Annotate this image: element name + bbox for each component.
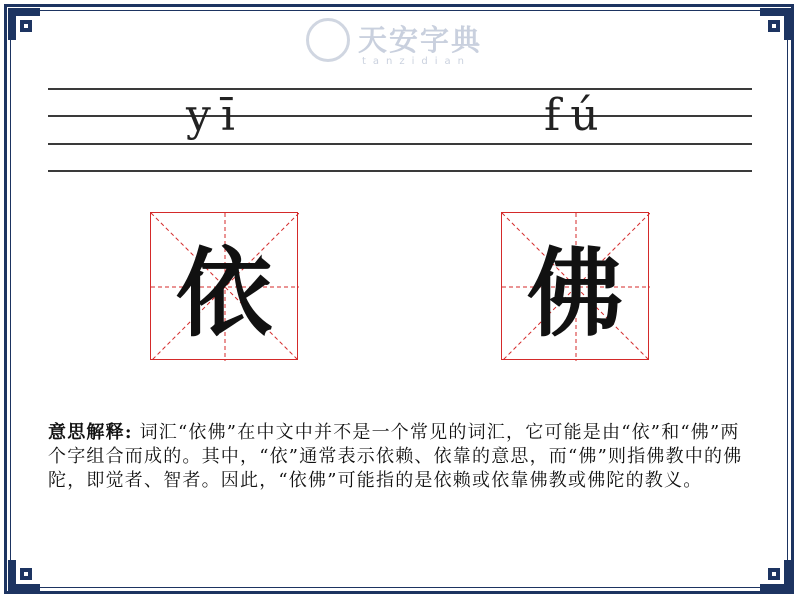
character-box-first — [150, 212, 298, 360]
character-second: 佛 — [527, 236, 623, 350]
corner-ornament-top-right — [758, 6, 794, 42]
logo-emblem-icon — [306, 18, 350, 62]
corner-ornament-bottom-right — [758, 558, 794, 594]
character-first: 依 — [176, 236, 272, 350]
pinyin-ruled-lines — [48, 88, 752, 172]
meaning-paragraph — [48, 421, 756, 493]
logo-subtitle: tanzidian — [362, 56, 472, 67]
meaning-separator: : — [124, 422, 133, 443]
meaning-text: 词汇“依佛”在中文中并不是一个常见的词汇，它可能是由“依”和“佛”两个字组合而成的。其中，“依”通常表示依赖、依靠的意思，而“佛”则指佛教中的佛陀，即觉者、智者。因此，“依佛”可能指的是依赖或依靠佛教或佛陀的教义。 — [48, 422, 743, 491]
corner-ornament-top-left — [6, 6, 42, 42]
pinyin-second: fú — [544, 90, 609, 141]
logo-title: 天安字典 — [358, 23, 483, 57]
character-box-second — [501, 212, 649, 360]
site-logo — [300, 14, 500, 70]
corner-ornament-bottom-left — [6, 558, 42, 594]
meaning-label: 意思解释 — [48, 422, 125, 443]
pinyin-first: yī — [186, 90, 245, 141]
